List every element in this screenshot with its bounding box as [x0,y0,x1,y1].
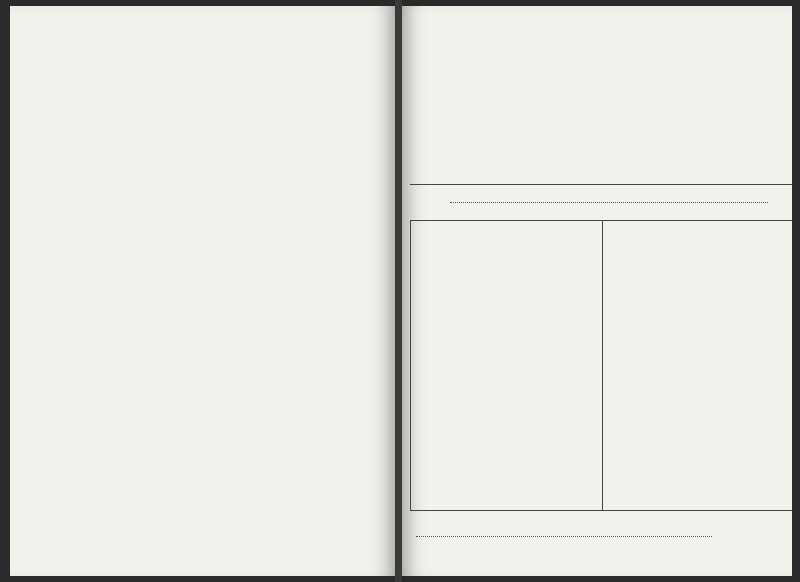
section2-title-line2 [448,202,770,206]
section-rule-bottom [410,510,792,511]
col-rule-left [410,220,411,510]
col-rule-center [602,220,603,510]
section-rule-mid [410,220,792,221]
right-page [402,6,792,576]
section-rule-top [410,184,792,185]
final-title-line2 [414,536,714,540]
left-page [10,6,395,576]
gutter [395,0,402,582]
